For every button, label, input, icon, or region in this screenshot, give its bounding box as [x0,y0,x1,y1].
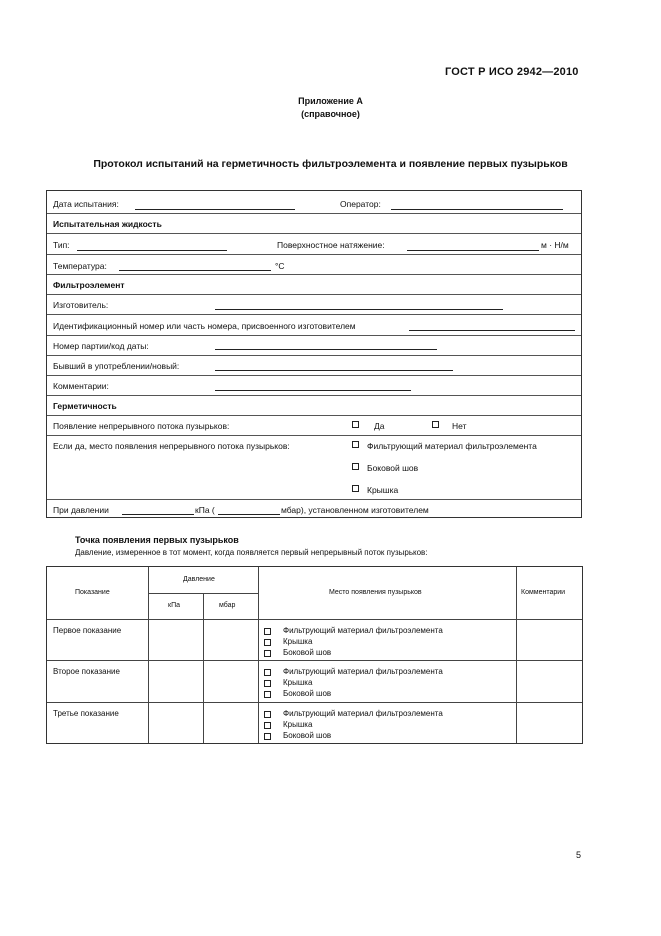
pressure-mbar-field[interactable] [218,514,280,515]
location-option: Фильтрующий материал фильтроэлемента [283,667,443,676]
location-option: Боковой шов [283,731,332,740]
first-bubble-title: Точка появления первых пузырьков [75,535,239,545]
annex-title: Приложение А [298,96,363,106]
header-comments: Комментарии [521,589,566,596]
pressure-label-1: При давлении [53,505,109,515]
section-tightness-title: Герметичность [53,401,117,411]
location-option: Фильтрующий материал фильтроэлемента [283,709,443,718]
test-date-field[interactable] [135,209,295,210]
side-seam-checkbox[interactable] [352,463,359,470]
location-option: Фильтрующий материал фильтроэлемента [283,626,443,635]
used-label: Бывший в употреблении/новый: [53,361,180,371]
id-number-field[interactable] [409,330,575,331]
continuous-flow-label: Появление непрерывного потока пузырьков: [53,421,230,431]
operator-label: Оператор: [340,199,381,209]
manufacturer-field[interactable] [215,309,503,310]
location-checkbox[interactable] [264,733,271,740]
row-divider [148,593,258,594]
results-table [46,566,583,744]
row-used [47,355,581,376]
row-manufacturer [47,294,581,315]
annex-subtitle: (справочное) [301,109,360,119]
section-element [47,274,581,295]
pressure-label-2: кПа ( [195,505,215,515]
type-label: Тип: [53,240,70,250]
batch-field[interactable] [215,349,437,350]
test-form [46,190,582,518]
row-type-tension [47,233,581,255]
location-checkbox[interactable] [264,628,271,635]
row-comments [47,375,581,396]
cap-checkbox[interactable] [352,485,359,492]
row-flow-location [47,435,581,500]
location-checkbox[interactable] [264,669,271,676]
location-option: Боковой шов [283,648,332,657]
side-seam-label: Боковой шов [367,463,419,473]
col-divider [516,567,517,743]
temperature-unit: °C [275,261,285,271]
no-checkbox[interactable] [432,421,439,428]
header-pressure: Давление [183,576,215,583]
pressure-kpa-field[interactable] [122,514,194,515]
type-field[interactable] [77,250,227,251]
page-number: 5 [576,850,582,860]
location-option: Крышка [283,720,313,729]
temperature-field[interactable] [119,270,271,271]
protocol-title: Протокол испытаний на герметичность фильтроэлемента и появление первых пузырьков [93,158,568,170]
temperature-label: Температура: [53,261,107,271]
comments-label: Комментарии: [53,381,109,391]
comments-field[interactable] [215,390,411,391]
section-tightness [47,395,581,416]
location-checkbox[interactable] [264,711,271,718]
surface-tension-field[interactable] [407,250,539,251]
batch-label: Номер партии/код даты: [53,341,149,351]
col-divider [258,567,259,743]
filter-material-checkbox[interactable] [352,441,359,448]
section-fluid-title: Испытательная жидкость [53,219,162,229]
no-label: Нет [452,421,467,431]
header-mbar: мбар [219,602,236,609]
surface-tension-unit: м · Н/м [541,240,569,250]
test-date-label: Дата испытания: [53,199,119,209]
row-divider [47,619,582,620]
location-option: Крышка [283,678,313,687]
row-divider [47,702,582,703]
pressure-label-3: мбар), установленном изготовителем [281,505,429,515]
location-checkbox[interactable] [264,722,271,729]
section-fluid [47,213,581,234]
reading-label: Третье показание [53,709,119,718]
location-checkbox[interactable] [264,639,271,646]
cap-label: Крышка [367,485,399,495]
section-element-title: Фильтроэлемент [53,280,125,290]
row-divider [47,660,582,661]
location-checkbox[interactable] [264,650,271,657]
manufacturer-label: Изготовитель: [53,300,109,310]
surface-tension-label: Поверхностное натяжение: [277,240,385,250]
yes-checkbox[interactable] [352,421,359,428]
if-yes-label: Если да, место появления непрерывного потока пузырьков: [53,441,290,451]
annex-heading [0,95,661,121]
row-id-number [47,314,581,336]
row-temperature [47,254,581,275]
yes-label: Да [374,421,385,431]
used-field[interactable] [215,370,453,371]
location-option: Боковой шов [283,689,332,698]
header-reading: Показание [75,589,110,596]
operator-field[interactable] [391,209,563,210]
header-location: Место появления пузырьков [329,589,422,596]
reading-label: Первое показание [53,626,122,635]
col-divider [203,593,204,743]
reading-label: Второе показание [53,667,120,676]
filter-material-label: Фильтрующий материал фильтроэлемента [367,441,537,451]
id-number-label: Идентификационный номер или часть номера, присвоенного изготовителем [53,321,356,331]
first-bubble-description: Давление, измеренное в тот момент, когда появляется первый непрерывный поток пузырьков: [75,548,428,557]
row-continuous-flow [47,415,581,436]
location-checkbox[interactable] [264,691,271,698]
row-date-operator [47,191,581,214]
location-checkbox[interactable] [264,680,271,687]
row-pressure [47,499,581,518]
header-kpa: кПа [168,602,180,609]
document-code: ГОСТ Р ИСО 2942—2010 [445,66,579,78]
location-option: Крышка [283,637,313,646]
row-batch [47,335,581,356]
